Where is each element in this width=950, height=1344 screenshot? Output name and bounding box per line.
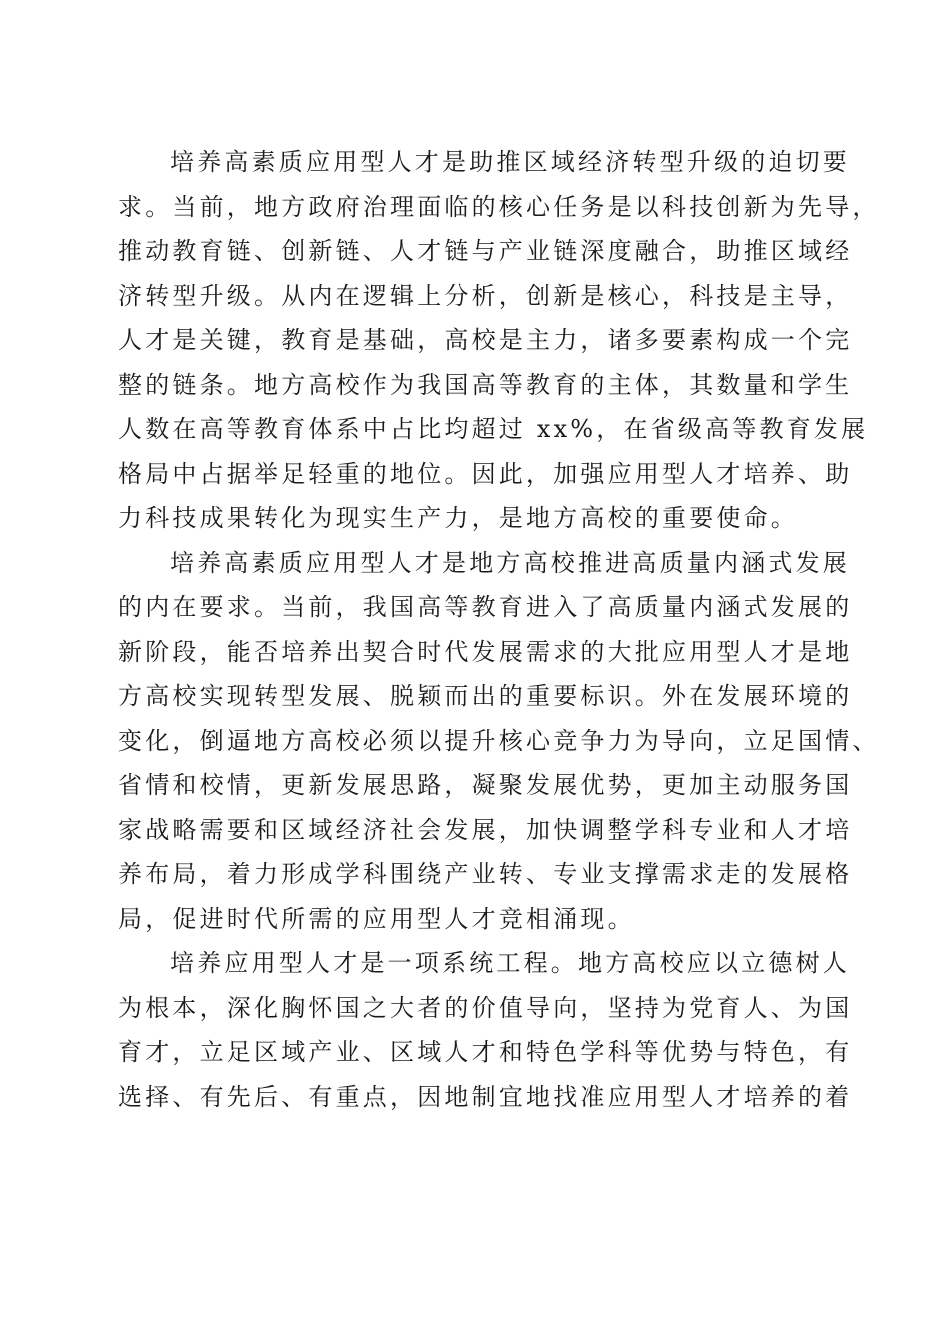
text-line: 力科技成果转化为现实生产力，是地方高校的重要使命。 [118, 504, 798, 532]
text-line: 省情和校情，更新发展思路，凝聚发展优势，更加主动服务国 [118, 771, 853, 799]
text-line: 济转型升级。从内在逻辑上分析，创新是核心，科技是主导， [118, 281, 853, 310]
text-line: 人才是关键，教育是基础，高校是主力，诸多要素构成一个完 [118, 326, 853, 354]
paragraph-1 [118, 140, 880, 541]
text-line: 新阶段，能否培养出契合时代发展需求的大批应用型人才是地 [118, 637, 853, 666]
text-line: 方高校实现转型发展、脱颖而出的重要标识。外在发展环境的 [118, 682, 853, 710]
text-line: 推动教育链、创新链、人才链与产业链深度融合，助推区域经 [118, 237, 853, 265]
text-line: 整的链条。地方高校作为我国高等教育的主体，其数量和学生 [118, 370, 853, 399]
text-line: 养布局，着力形成学科围绕产业转、专业支撑需求走的发展格 [118, 860, 853, 888]
text-line: 求。当前，地方政府治理面临的核心任务是以科技创新为先导， [118, 192, 880, 221]
text-line: 家战略需要和区域经济社会发展，加快调整学科专业和人才培 [118, 815, 853, 844]
paragraph-3 [118, 941, 853, 1119]
text-line: 为根本，深化胸怀国之大者的价值导向，坚持为党育人、为国 [118, 993, 853, 1022]
document-body [118, 140, 880, 1119]
text-line: 培养高素质应用型人才是地方高校推进高质量内涵式发展 [170, 548, 850, 577]
text-line: 培养高素质应用型人才是助推区域经济转型升级的迫切要 [170, 148, 850, 176]
text-line: 变化，倒逼地方高校必须以提升核心竞争力为导向，立足国情、 [118, 726, 880, 755]
text-line: 选择、有先后、有重点，因地制宜地找准应用型人才培养的着 [118, 1082, 853, 1111]
text-line: 培养应用型人才是一项系统工程。地方高校应以立德树人 [170, 949, 850, 977]
text-line: 人数在高等教育体系中占比均超过 xx%，在省级高等教育发展 [118, 415, 869, 443]
text-line: 的内在要求。当前，我国高等教育进入了高质量内涵式发展的 [118, 593, 853, 621]
text-line: 局，促进时代所需的应用型人才竞相涌现。 [118, 904, 635, 933]
text-line: 育才，立足区域产业、区域人才和特色学科等优势与特色，有 [118, 1038, 853, 1066]
text-line: 格局中占据举足轻重的地位。因此，加强应用型人才培养、助 [118, 459, 853, 488]
paragraph-2 [118, 541, 880, 942]
